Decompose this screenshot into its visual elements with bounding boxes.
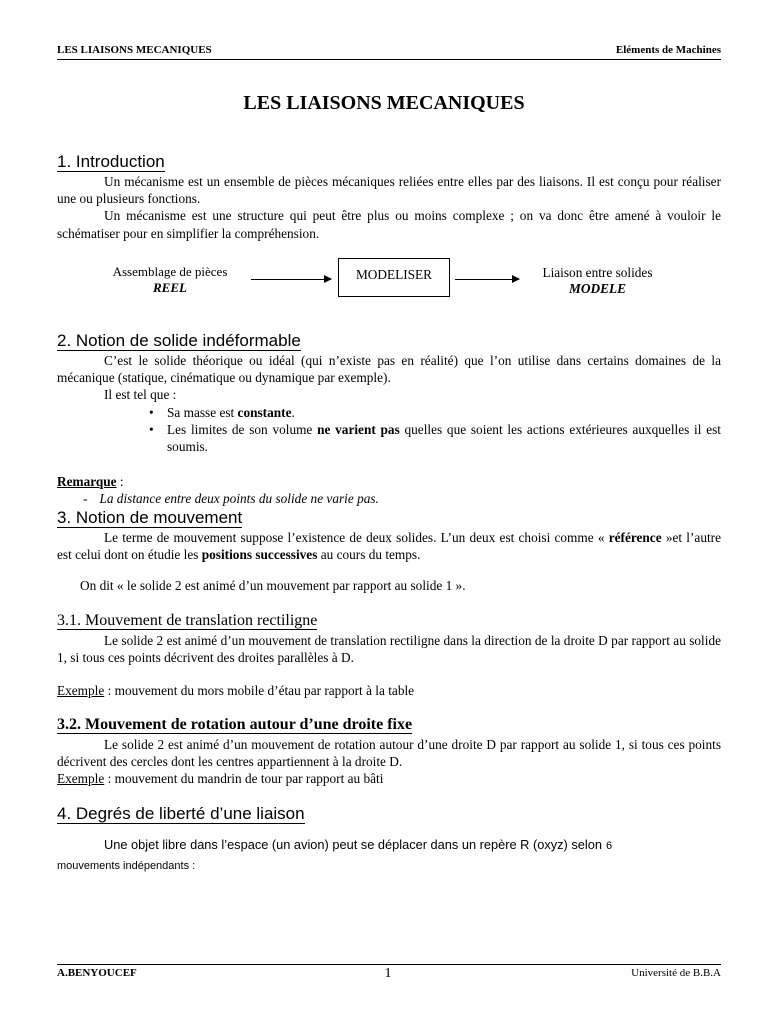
section-4-heading [57,804,305,824]
section-4-heading-text: 4. Degrés de liberté d’une liaison [57,804,305,823]
section-3-2-heading [57,716,412,734]
bullet-item: • Les limites de son volume ne varient pas quelles que soient les actions extérieures auxquelles il est soumis. [147,421,721,455]
section-2-heading-text: 2. Notion de solide indéformable [57,331,301,350]
section-3-1-example: Exemple : mouvement du mors mobile d’étau par rapport à la table [57,683,415,699]
section-3-paragraph-2: On dit « le solide 2 est animé d’un mouvement par rapport au solide 1 ». [80,578,466,594]
header-right: Eléments de Machines [615,44,721,56]
header-rule [57,59,721,60]
footer-left: A.BENYOUCEF [57,967,137,979]
section-1-heading [57,152,165,172]
diagram-output-sub: MODELE [569,281,626,296]
section-1-paragraph-1: Un mécanisme est un ensemble de pièces mécaniques reliées entre elles par des liaisons. Il est conçu pour réaliser une ou plusieurs fonctions. [57,174,721,207]
diagram-arrow-right [455,279,519,280]
remark-text: La distance entre deux points du solide ne varie pas. [99,491,379,507]
diagram-output [525,265,670,297]
section-4-paragraph-2: mouvements indépendants : [57,860,196,872]
page-number: 1 [384,966,392,981]
diagram-input [100,264,240,296]
section-3-1-paragraph: Le solide 2 est animé d’un mouvement de translation rectiligne dans la direction de la droite D par rapport au solide 1, si tous ces points décrivent des droites parallèles à D. [57,633,721,666]
header-left: LES LIAISONS MECANIQUES [57,44,212,56]
section-3-1-heading [57,612,317,630]
section-1-heading-text: 1. Introduction [57,152,165,171]
remark-label: Remarque [57,474,117,489]
section-4-body [57,836,721,872]
section-3-heading-text: 3. Notion de mouvement [57,508,243,527]
section-3-heading [57,508,242,528]
diagram-arrow-left [251,279,331,280]
section-2-paragraph-2: Il est tel que : [104,387,177,403]
section-2-paragraph-1: C’est le solide théorique ou idéal (qui n’existe pas en réalité) que l’on utilise dans certains domaines de la mécanique (statique, cinématique ou dynamique par exemple). [57,353,721,386]
diagram-input-label: Assemblage de pièces [112,264,228,279]
section-2-bullets [147,404,721,456]
section-3-1-heading-text: 3.1. Mouvement de translation rectiligne [57,612,318,629]
footer-right: Université de B.B.A [631,967,721,979]
remark-dash: - [83,491,88,507]
section-3-1-body [57,632,721,700]
section-3-body [57,529,721,595]
section-4-paragraph-1: Une objet libre dans l’espace (un avion) peut se déplacer dans un repère R (oxyz) selon 6 [104,837,613,852]
section-3-2-example: Exemple : mouvement du mandrin de tour par rapport au bâti [57,771,384,787]
diagram-output-label: Liaison entre solides [542,265,653,280]
section-3-2-body [57,736,721,788]
section-2-body [57,352,721,455]
footer-rule [57,964,721,965]
section-3-2-heading-text: 3.2. Mouvement de rotation autour d’une droite fixe [57,716,413,733]
section-1-body [57,173,721,242]
section-3-paragraph-1: Le terme de mouvement suppose l’existence de deux solides. L’un deux est choisi comme « référence »et l’autre est celui dont on étudie les positions successives au cours du temps. [57,530,721,563]
diagram-input-sub: REEL [153,280,187,295]
bullet-item: • Sa masse est constante. [147,404,721,421]
page-title: LES LIAISONS MECANIQUES [243,92,525,114]
remark-block: Remarque : - La distance entre deux points du solide ne varie pas. [57,474,379,507]
section-1-paragraph-2: Un mécanisme est une structure qui peut être plus ou moins complexe ; on va donc être amené à vouloir le schématiser pour en simplifier la compréhension. [57,208,721,241]
section-2-heading [57,331,301,351]
section-3-2-paragraph: Le solide 2 est animé d’un mouvement de rotation autour d’une droite D par rapport au solide 1, si tous ces points décrivent des cercles dont les centres appartiennent à la droite D. [57,737,721,770]
diagram-box: MODELISER [338,258,450,297]
